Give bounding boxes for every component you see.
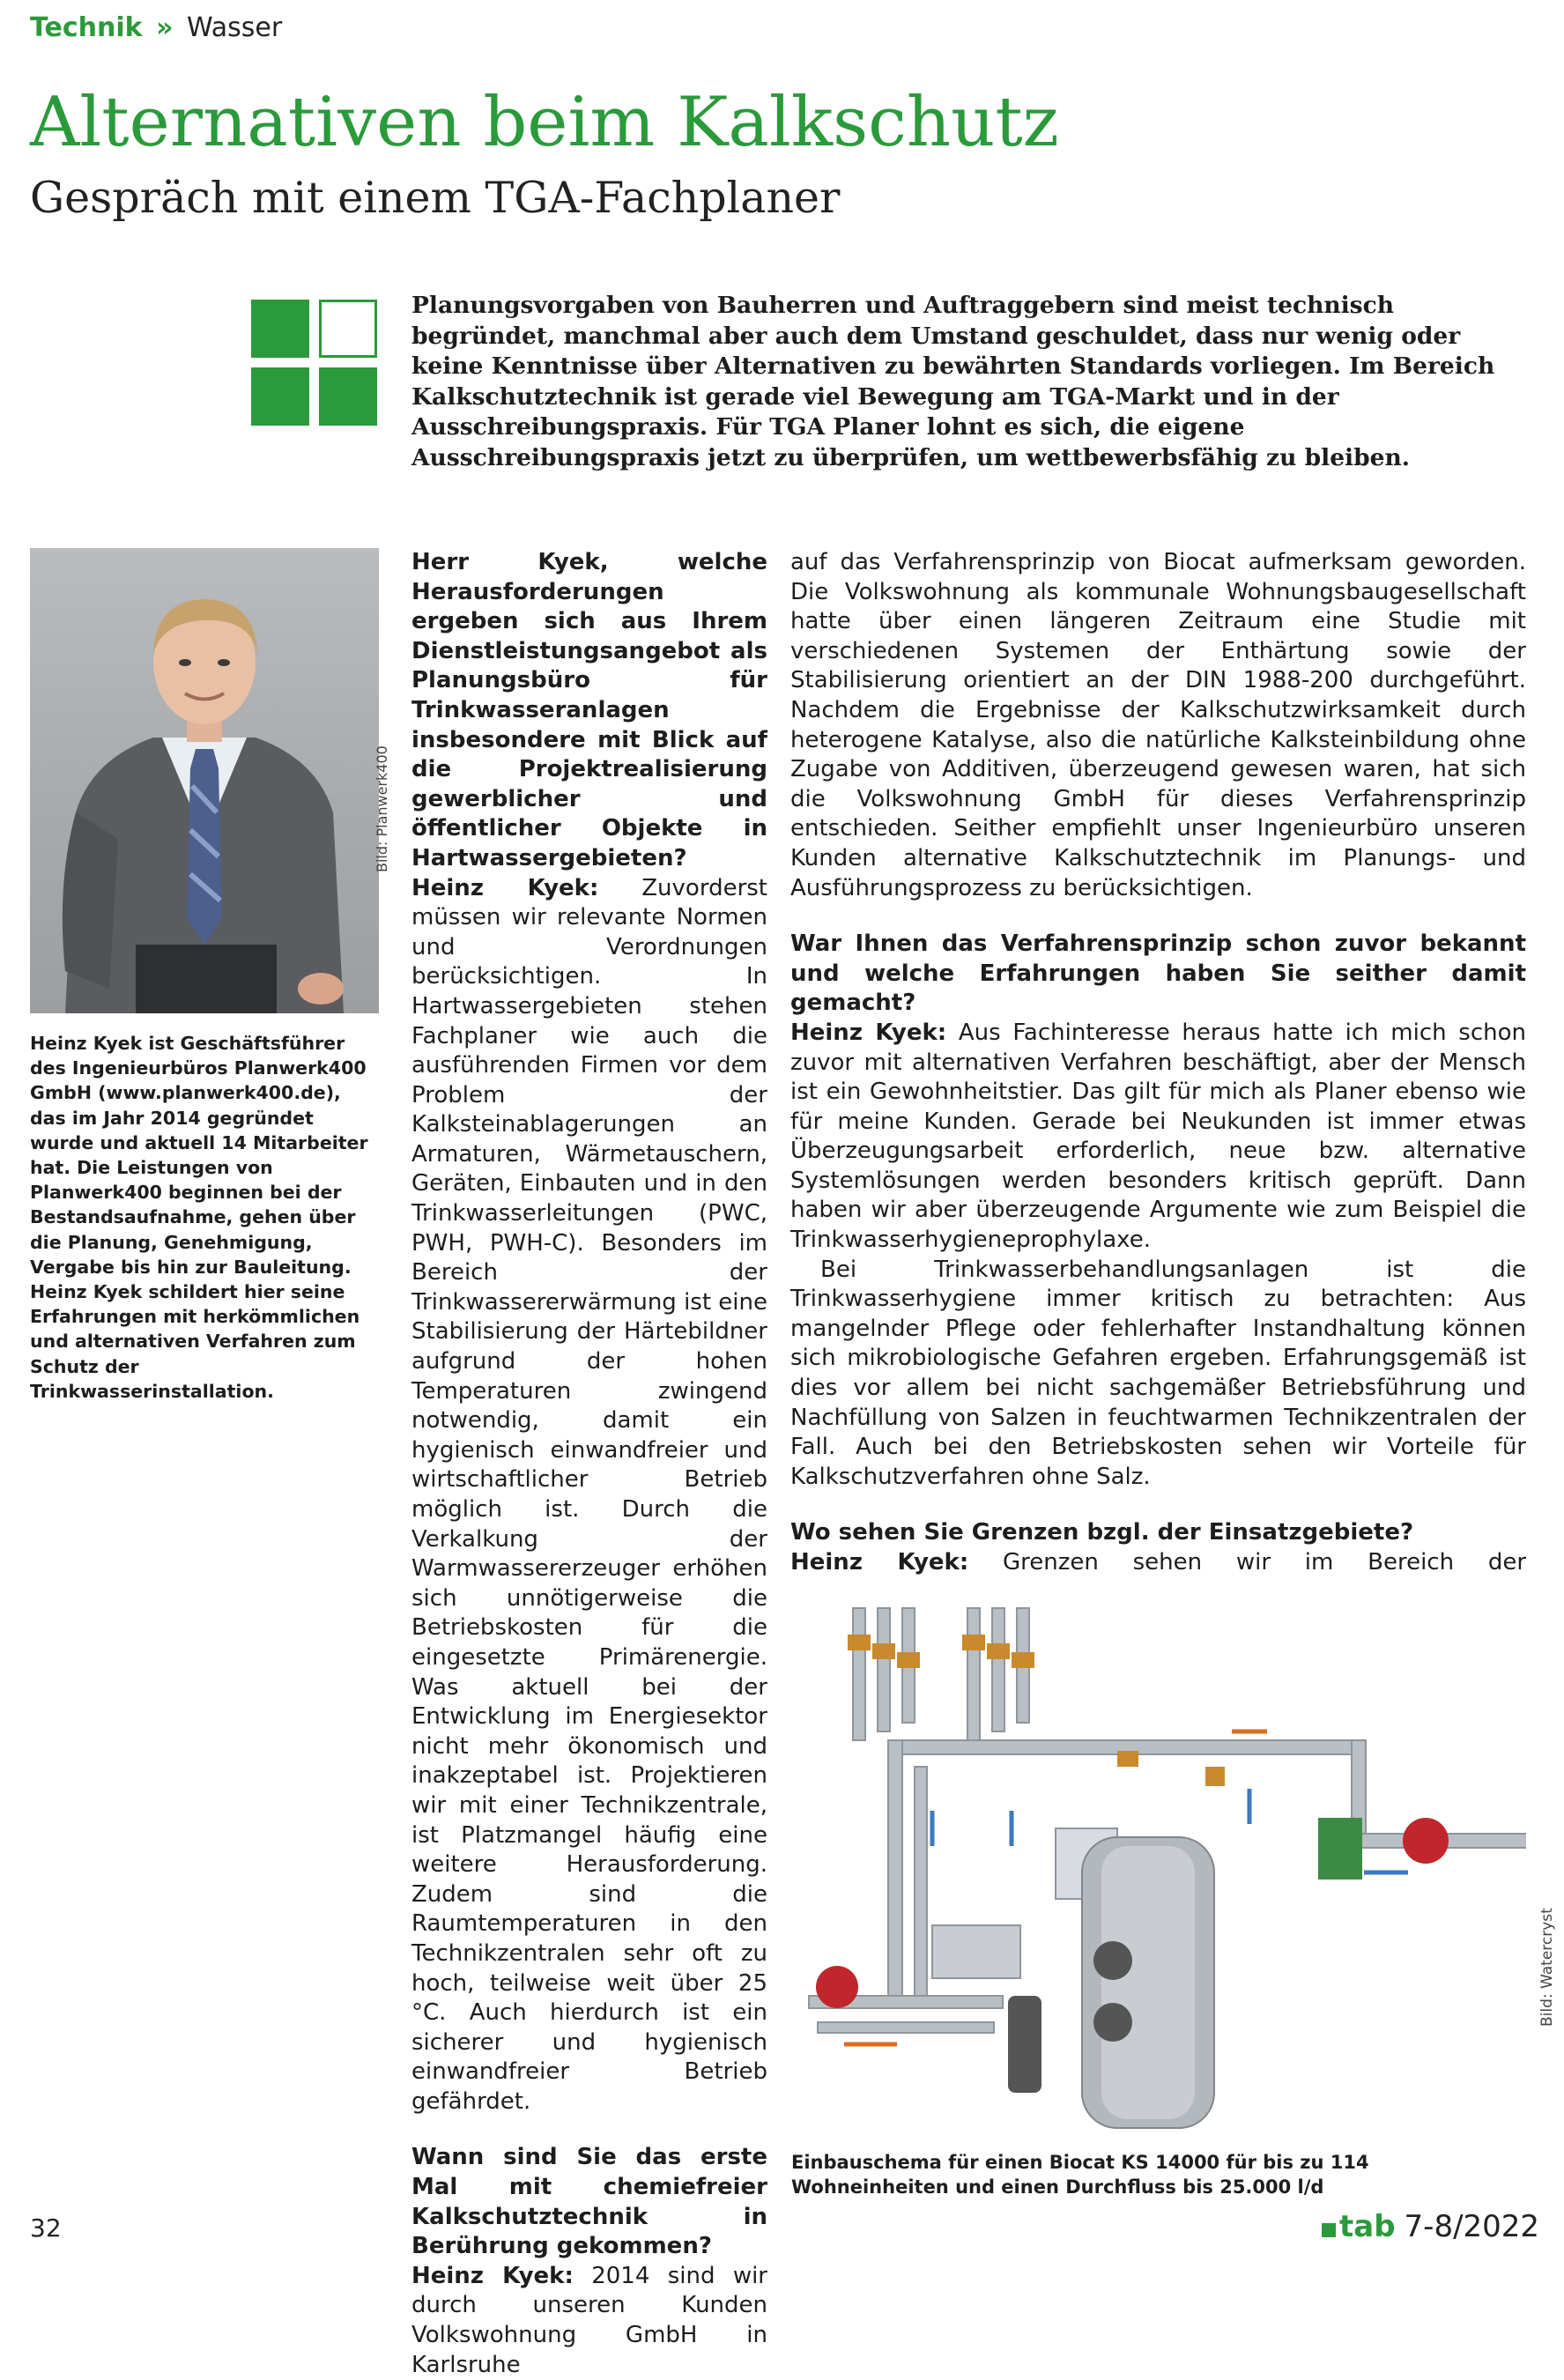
portrait-photo [30,548,379,1013]
logo-square-fill [251,367,309,426]
installation-diagram [791,1582,1526,2146]
interview-question: Wo sehen Sie Grenzen bzgl. der Einsatzgebiete? [790,1519,1414,1546]
breadcrumb-separator: » [156,12,174,43]
figure-caption: Einbauschema für einen Biocat KS 14000 für bis zu 114 Wohneinheiten und einen Durchfluss bis 25.000 l/d [791,2152,1369,2198]
intro-paragraph: Planungsvorgaben von Bauherren und Auftraggebern sind meist technisch begründet, manchmal aber auch dem Umstand geschuldet, dass nur wenig oder keine Kenntnisse über Alternativen zu bewährten Standards vorliegen. Im Bereich Kalkschutztechnik ist gerade viel Bewegung am TGA-Markt und in der Ausschreibungspraxis. Für TGA Planer lohnt es sich, die eigene Ausschreibungspraxis jetzt zu überprüfen, um wettbewerbsfähig zu bleiben. [411,292,1495,471]
footer-brand [1322,2209,1539,2244]
interview-answer-continued: auf das Verfahrensprinzip von Biocat aufmerksam geworden. Die Volkswohnung als kommunale Wohnungsbaugesellschaft hatte über einen längeren Zeitraum eine Studie mit verschiedenen Systemen der Enthärtung sowie der Stabilisierung orientiert an der DIN 1988-200 durchgeführt. Nachdem die Ergebnisse der Kalkschutzwirksamkeit durch heterogene Katalyse, also die natürliche Kalksteinbildung ohne Zugabe von Additiven, überzeugend gewesen waren, hat sich die Volkswohnung GmbH für dieses Verfahrensprinzip entschieden. Seither empfiehlt unser Ingenieurbüro unseren Kunden alternative Kalkschutztechnik im Planungs- und Ausführungsprozess zu berücksichtigen. [790,549,1526,901]
breadcrumb [30,12,282,43]
speaker-label: Heinz Kyek: [411,2262,574,2289]
figure-credit: Bild: Watercryst [1538,1908,1556,2027]
logo-square-outline [319,300,377,358]
interview-answer: Grenzen sehen wir im Bereich der [1003,1549,1527,1576]
interview-answer: Zuvorderst müssen wir relevante Normen und Verordnungen berücksichtigen. In Hartwassergebieten stehen Fachplaner wie auch die ausführenden Firmen vor dem Problem der Kalksteinablagerungen an Armaturen, Wärmetauschern, Geräten, Einbauten und in den Trinkwasserleitungen (PWC, PWH, PWH-C). Besonders im Bereich der Trinkwassererwärmung ist eine Stabilisierung der Härtebildner aufgrund der hohen Temperaturen zwingend notwendig, damit ein hygienisch einwandfreier und wirtschaftlicher Betrieb möglich ist. Durch die Verkalkung der Warmwassererzeuger erhöhen sich unnötigerweise die Betriebskosten für die eingesetzte Primärenergie. Was aktuell bei der Entwicklung im Energiesektor nicht mehr ökonomisch und inakzeptabel ist. Projektieren wir mit einer Technikzentrale, ist Platzmangel häufig eine weitere Herausforderung. Zudem sind die Raumtemperaturen in den Technikzentralen sehr oft zu hoch, teilweise weit über 25 °C. Auch hierdurch ist ein sicherer und hygienisch einwandfreier Betrieb gefährdet. [411,874,768,2115]
interview-column-middle [411,548,767,2380]
interview-answer: 2014 sind wir durch unseren Kunden Volkswohnung GmbH in Karlsruhe [411,2262,767,2378]
issue-number: 7-8/2022 [1404,2209,1540,2244]
interview-answer: Aus Fachinteresse heraus hatte ich mich schon zuvor mit alternativen Verfahren beschäftigt, aber der Mensch ist ein Gewohnheitstier. Das gilt für mich als Planer ebenso wie für meine Kunden. Gerade bei Neukunden ist immer etwas Überzeugungsarbeit erforderlich, neue bzw. alternative Systemlösungen werden besonders kritisch geprüft. Dann haben wir aber überzeugende Argumente wie zum Beispiel die Trinkwasserhygieneprophylaxe. [790,1019,1526,1254]
portrait-caption: Heinz Kyek ist Geschäftsführer des Ingenieurbüros Planwerk400 GmbH (www.planwerk400.de), das im Jahr 2014 gegründet wurde und aktuell 14 Mitarbeiter hat. Die Leistungen von Planwerk400 beginnen bei der Bestandsaufnahme, gehen über die Planung, Genehmigung, Vergabe bis hin zur Bauleitung. Heinz Kyek schildert hier seine Erfahrungen mit herkömmlichen und alternativen Verfahren zum Schutz der Trinkwasserinstallation. [30,1033,368,1402]
photo-credit: Bild: Planwerk400 [374,745,390,872]
interview-answer-paragraph: Bei Trinkwasserbehandlungsanlagen ist die Trinkwasserhygiene immer kritisch zu betrachten: Aus mangelnder Pflege oder fehlerhafter Instandhaltung können sich mikrobiologische Gefahren ergeben. Erfahrungsgemäß ist dies vor allem bei nicht sachgemäßer Betriebsführung und Nachfüllung von Salzen in feuchtwarmen Technikzentralen der Fall. Auch bei den Betriebskosten sehen wir Vorteile für Kalkschutzverfahren ohne Salz. [790,1256,1526,1490]
interview-question: Wann sind Sie das erste Mal mit chemiefreier Kalkschutztechnik in Berührung gekommen? [411,2144,767,2260]
interview-column-right [790,548,1526,1637]
breadcrumb-section: Technik [30,12,143,43]
page-subtitle: Gespräch mit einem TGA-Fachplaner [30,173,841,223]
logo-square-fill [319,367,377,426]
speaker-label: Heinz Kyek: [790,1549,969,1576]
speaker-label: Heinz Kyek: [790,1019,947,1046]
interview-question: War Ihnen das Verfahrensprinzip schon zuvor bekannt und welche Erfahrungen haben Sie seither damit gemacht? [790,930,1526,1017]
page-number: 32 [30,2213,62,2243]
page-title: Alternativen beim Kalkschutz [30,83,1059,162]
speaker-label: Heinz Kyek: [411,874,599,901]
brand-logo-icon [1322,2223,1336,2237]
breadcrumb-subsection: Wasser [187,12,283,43]
brand-logo: tab [1339,2209,1396,2244]
interview-question: Herr Kyek, welche Herausforderungen ergeben sich aus Ihrem Dienstleistungsangebot als Planungsbüro für Trinkwasseranlagen insbesondere mit Blick auf die Projektrealisierung gewerblicher und öffentlicher Objekte in Hartwassergebieten? [411,549,767,871]
logo-square-fill [251,300,309,358]
